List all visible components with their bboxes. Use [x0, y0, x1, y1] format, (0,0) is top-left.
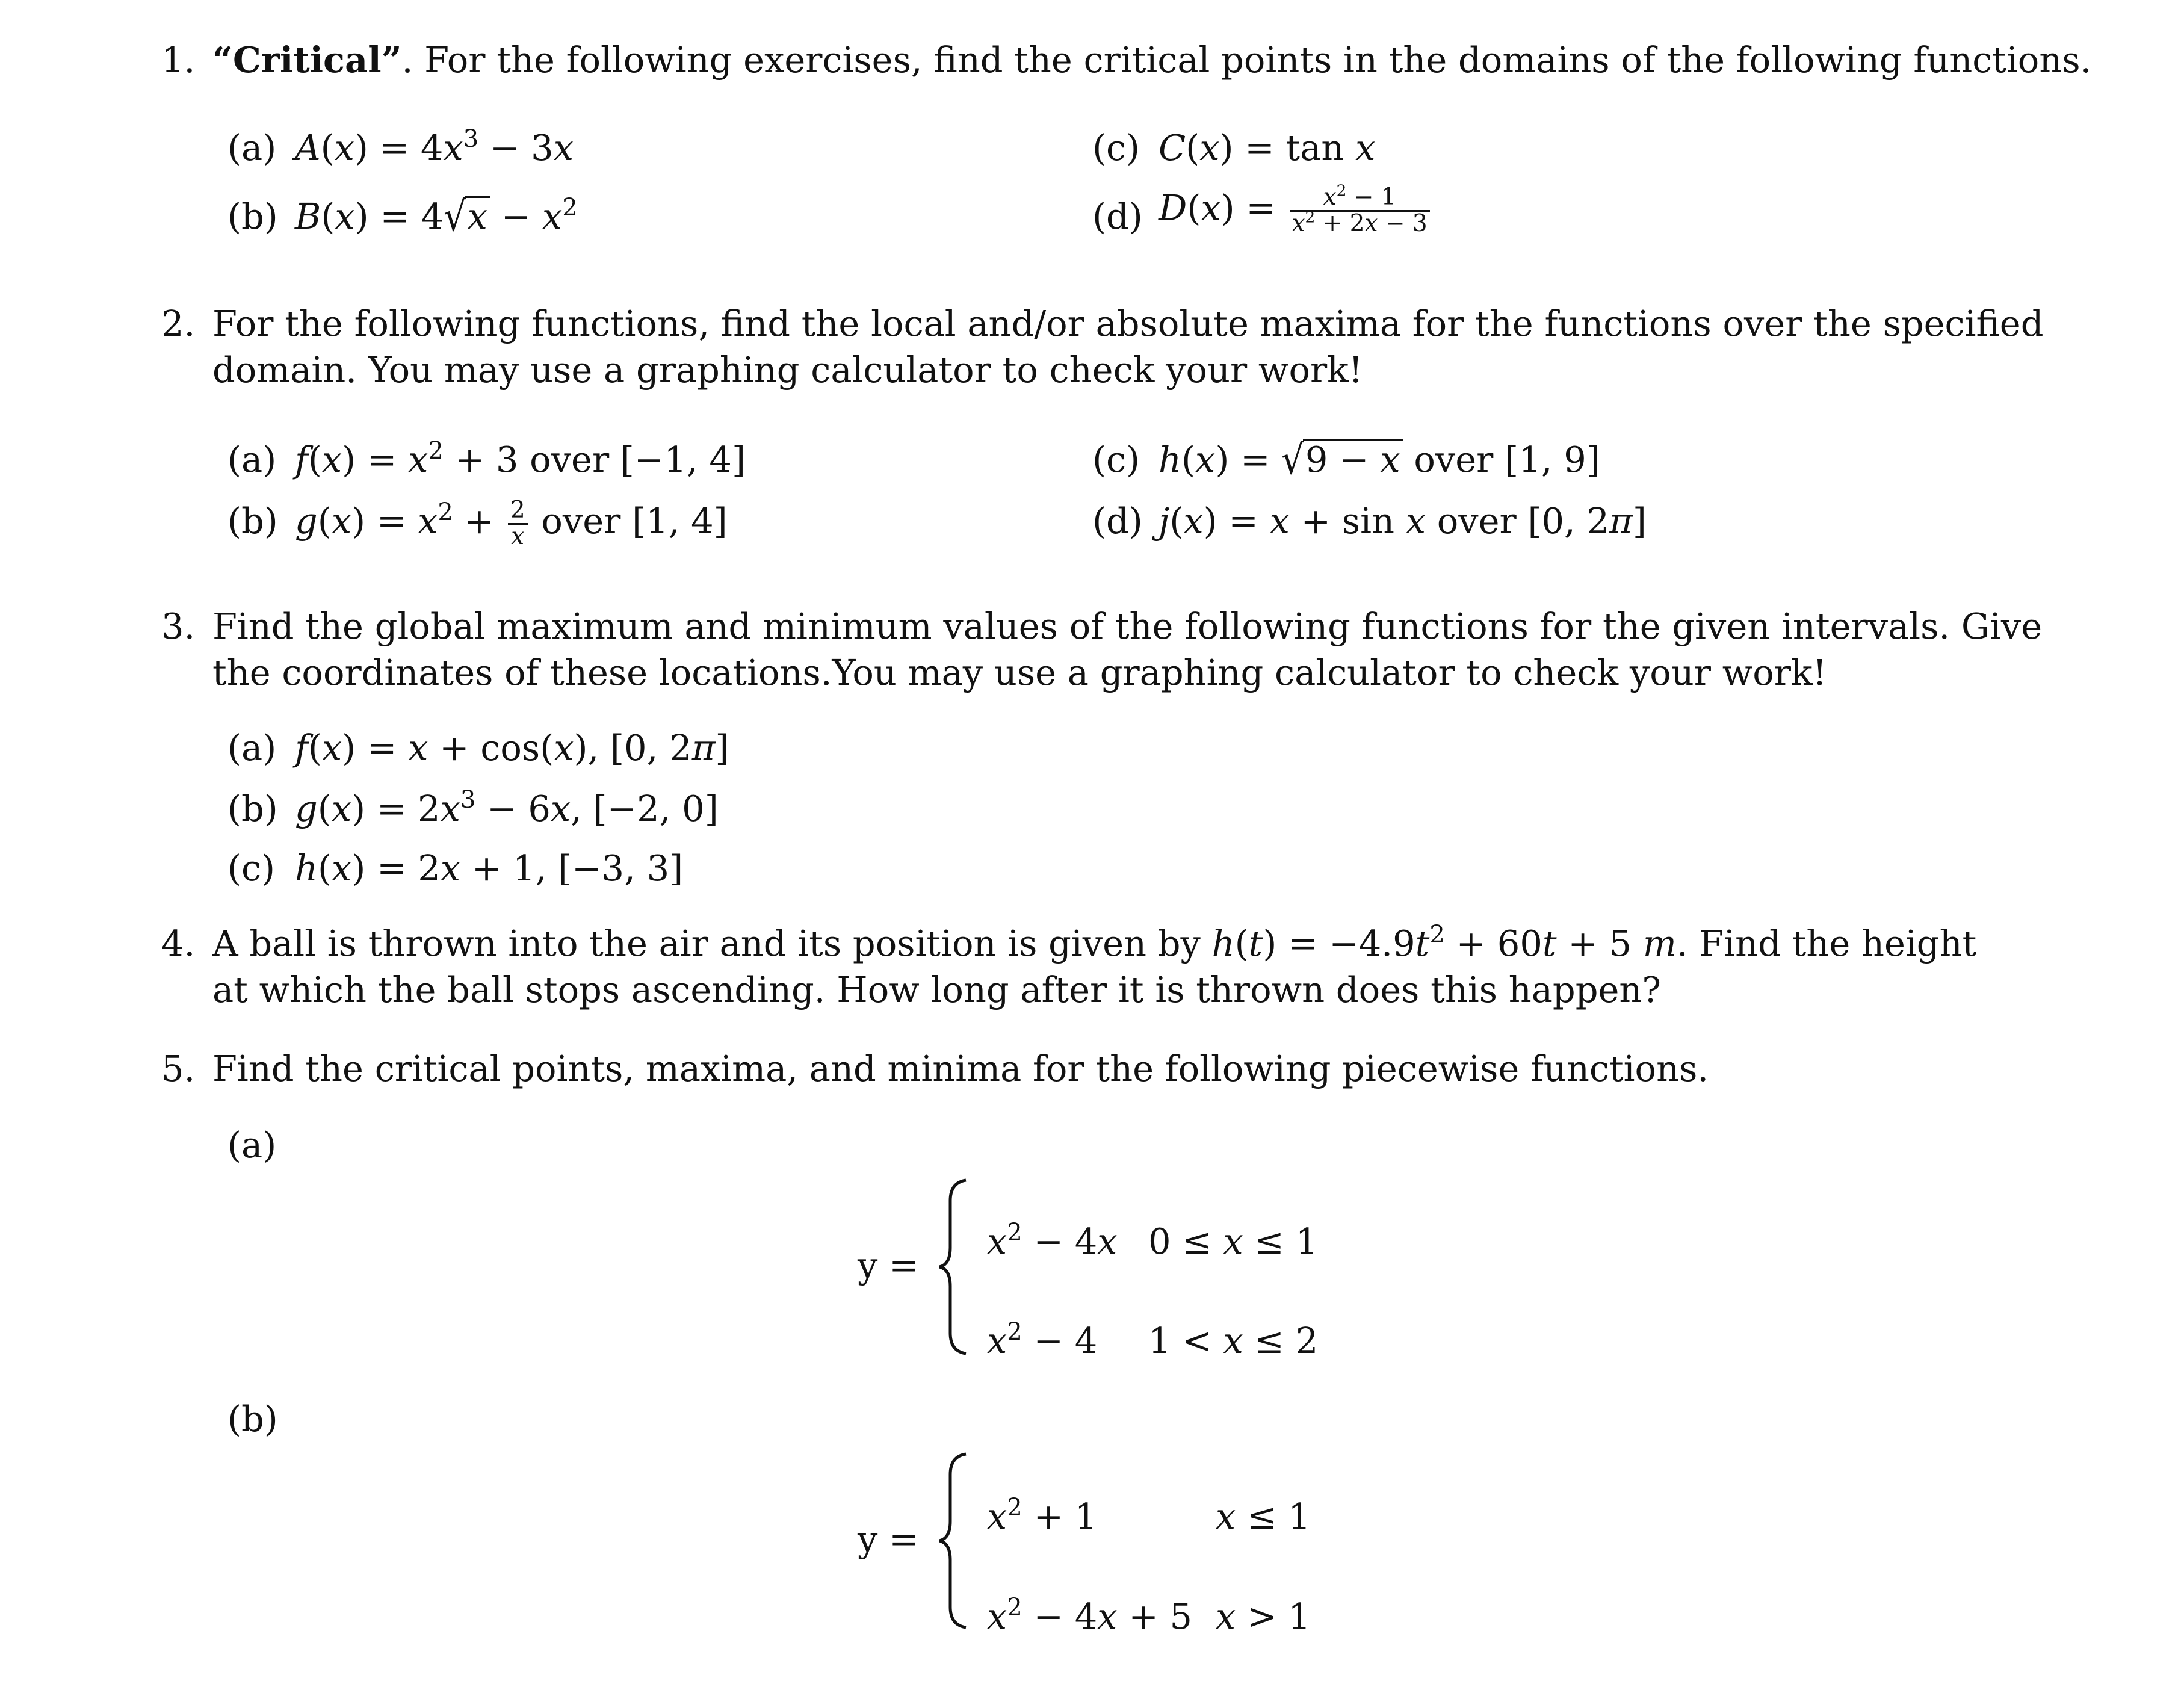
- item-label: (b): [227, 788, 278, 829]
- problem-number: 3.: [161, 605, 196, 647]
- item-label: (d): [1092, 500, 1143, 542]
- item-label: (d): [1092, 196, 1143, 237]
- math-expression: $g(x) = 2x^3 - 6x$, [−2, 0]: [295, 785, 719, 829]
- problem-3: [161, 604, 2043, 696]
- math-expression: h(x) = 2x + 1, [−3, 3]: [295, 847, 684, 889]
- math-expression: $B(x) = 4√x - x^2$: [295, 192, 578, 241]
- problem-statement: Find the critical points, maxima, and minima for the following piecewise functions.: [212, 1048, 1709, 1089]
- problem-5: [161, 1046, 1907, 1092]
- problem-number: 1.: [161, 39, 196, 81]
- problem-text: [212, 37, 2092, 84]
- item-label: (a): [227, 727, 277, 769]
- problem-text: [212, 604, 2043, 696]
- piecewise-lhs: y =: [858, 1245, 919, 1286]
- case-condition: x ≤ 1: [1216, 1496, 1311, 1537]
- item-label: (c): [227, 847, 276, 889]
- case-condition: x > 1: [1216, 1595, 1311, 1637]
- problem-4: [161, 920, 1977, 1013]
- problem-statement: . For the following exercises, find the critical points in the domains of the following functions.: [401, 39, 2092, 81]
- item-label: (b): [227, 1398, 278, 1440]
- item-label: (a): [227, 127, 277, 169]
- problem-statement-line: at which the ball stops ascending. How long after it is thrown does this happen?: [212, 968, 1662, 1010]
- problem-text: [212, 920, 1977, 1013]
- problem-2: [161, 301, 2044, 393]
- problem-statement-line: domain. You may use a graphing calculator to check your work!: [212, 348, 1363, 391]
- item-label: (c): [1092, 127, 1140, 169]
- case-expression: $x^2 + 1$: [987, 1493, 1098, 1537]
- problem-number: 4.: [161, 923, 196, 964]
- problem-number: 5.: [161, 1048, 196, 1089]
- math-expression: $A(x) = 4x^3 - 3x$: [295, 125, 574, 169]
- problem-statement-line: Find the global maximum and minimum values of the following functions for the given intervals. Give: [212, 605, 2043, 647]
- math-expression: C(x) = tan x: [1159, 127, 1376, 169]
- math-expression: f(x) = x + cos(x), [0, 2π]: [295, 727, 729, 769]
- math-expression: h(x) = √9 − x over [1, 9]: [1159, 435, 1600, 484]
- case-condition: 1 < x ≤ 2: [1148, 1320, 1319, 1361]
- problem-statement-line: the coordinates of these locations.You may use a graphing calculator to check your work!: [212, 651, 1827, 693]
- item-label: (c): [1092, 439, 1140, 480]
- problem-number: 2.: [161, 303, 196, 344]
- item-label: (b): [227, 196, 278, 237]
- case-expression: $x^2 - 4x$: [987, 1218, 1118, 1262]
- case-expression: $x^2 - 4$: [987, 1317, 1098, 1361]
- piecewise-lhs: y =: [858, 1518, 919, 1560]
- item-label: (a): [227, 439, 277, 480]
- item-label: (a): [227, 1124, 277, 1166]
- problem-1: [161, 37, 2092, 84]
- problem-statement-line: A ball is thrown into the air and its position is given by $h(t) = -4.9t^2 + 60t + 5$ m. Find the height: [212, 920, 1977, 964]
- case-expression: $x^2 - 4x + 5$: [987, 1593, 1193, 1637]
- problem-text: [212, 301, 2044, 393]
- left-brace: [935, 1177, 971, 1357]
- left-brace: [935, 1450, 971, 1631]
- problem-statement-line: For the following functions, find the local and/or absolute maxima for the functions over the specified: [212, 303, 2044, 344]
- math-expression: j(x) = x + sin x over [0, 2π]: [1159, 500, 1647, 542]
- math-expression: D(x) = $\frac{x^2 - 1}{x^2 + 2x - 3}$: [1159, 185, 1432, 237]
- math-expression: $g(x) = x^2$ + $\frac{2}{x}$ over [1, 4]: [295, 497, 728, 550]
- case-condition: 0 ≤ x ≤ 1: [1148, 1221, 1319, 1262]
- problem-title: “Critical”: [212, 39, 402, 81]
- item-label: (b): [227, 500, 278, 542]
- problem-text: [212, 1046, 1907, 1092]
- math-expression: $f(x) = x^2 + 3$ over [−1, 4]: [295, 436, 746, 480]
